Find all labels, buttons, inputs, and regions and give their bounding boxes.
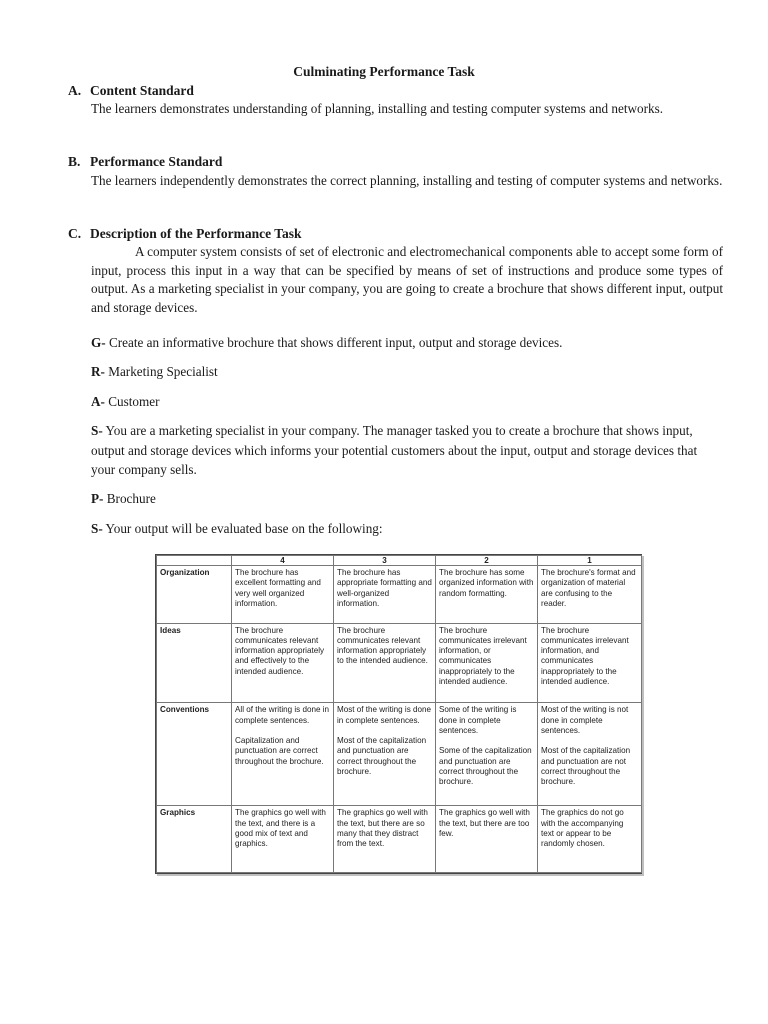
section-a-heading [68, 83, 194, 99]
rubric-row-organization [157, 566, 642, 624]
grasps-text: Brochure [103, 491, 156, 506]
rubric-criterion: Ideas [157, 623, 232, 703]
rubric-cell [232, 703, 334, 806]
rubric-cell [232, 806, 334, 873]
grasps-key: S- [91, 423, 103, 438]
rubric-cell [436, 806, 538, 873]
rubric-criterion: Conventions [157, 703, 232, 806]
rubric-cell [538, 703, 642, 806]
rubric-table-frame [155, 554, 642, 874]
rubric-cell-text: Most of the capitalization and punctuation are correct throughout the brochure. [337, 735, 427, 776]
rubric-cell-text: The brochure communicates relevant information appropriately to the intended audience. [337, 625, 428, 666]
rubric-cell-text: Some of the writing is done in complete sentences. [439, 705, 517, 735]
rubric-header-row [157, 556, 642, 566]
section-a-title: Content Standard [90, 83, 194, 98]
rubric-cell-text: The brochure communicates irrelevant information, or communicates inappropriately to the intended audience. [439, 625, 527, 687]
rubric-cell [232, 566, 334, 624]
rubric-header-cell: 1 [538, 556, 642, 566]
grasps-text: Your output will be evaluated base on the following: [102, 521, 383, 536]
rubric-cell [436, 566, 538, 624]
rubric-row-ideas [157, 623, 642, 703]
rubric-header-cell: 3 [334, 556, 436, 566]
rubric-row-conventions [157, 703, 642, 806]
rubric-cell [436, 703, 538, 806]
section-a-text: The learners demonstrates understanding of planning, installing and testing computer systems and networks. [91, 101, 664, 116]
section-b-title: Performance Standard [90, 154, 223, 169]
rubric-header-cell: 2 [436, 556, 538, 566]
rubric-cell [334, 703, 436, 806]
rubric-cell [334, 566, 436, 624]
grasps-situation [91, 421, 723, 480]
section-a-letter: A. [68, 83, 82, 98]
rubric-row-graphics [157, 806, 642, 873]
rubric-cell-text: Most of the writing is not done in complete sentences. [541, 705, 629, 735]
rubric-cell-text: Some of the capitalization and punctuation are correct throughout the brochure. [439, 746, 532, 787]
document-title: Culminating Performance Task [293, 64, 475, 79]
grasps-key: A- [91, 394, 105, 409]
rubric-criterion: Graphics [157, 806, 232, 873]
section-c-heading [68, 226, 301, 242]
rubric-cell-text: The brochure's format and organization of material are confusing to the reader. [541, 568, 636, 608]
section-c-letter: C. [68, 226, 82, 241]
section-c-body: A computer system consists of set of electronic and electromechanical components able to accept some form of input, process this input in a way that can be specified by means of set of instructions and produce some types of output. As a marketing specialist in your company, you are going to create a brochure that shows different input, output and storage devices. [91, 244, 723, 315]
grasps-audience [91, 392, 723, 412]
rubric-cell-text: The graphics go well with the text, but there are so many that they distract from the text. [337, 808, 428, 849]
rubric-cell [232, 623, 334, 703]
grasps-key: G- [91, 335, 106, 350]
rubric-cell-text: Capitalization and punctuation are correct throughout the brochure. [235, 735, 324, 766]
rubric-cell-text: The brochure communicates irrelevant information, and communicates inappropriately to the intended audience. [541, 625, 629, 687]
rubric-cell-text: The graphics go well with the text, and there is a good mix of text and graphics. [235, 808, 326, 849]
rubric-cell [436, 623, 538, 703]
grasps-text: Customer [104, 394, 160, 409]
rubric-cell-text: Most of the writing is done in complete sentences. [337, 705, 432, 725]
section-b-letter: B. [68, 154, 81, 169]
rubric-table [156, 555, 642, 873]
rubric-header-cell: 4 [232, 556, 334, 566]
grasps-text: Create an informative brochure that shows different input, output and storage devices. [105, 335, 563, 350]
rubric-cell [334, 623, 436, 703]
grasps-role [91, 362, 723, 382]
grasps-key: R- [91, 364, 105, 379]
rubric-cell [538, 806, 642, 873]
rubric-header-cell [157, 556, 232, 566]
grasps-text: You are a marketing specialist in your company. The manager tasked you to create a brochure that shows input, output and storage devices which informs your potential customers about the input, output and storage devices that your company sells. [91, 423, 698, 477]
rubric-cell-text: The graphics do not go with the accompanying text or appear to be randomly chosen. [541, 808, 624, 849]
grasps-product [91, 489, 723, 509]
grasps-key: P- [91, 491, 104, 506]
section-b-text: The learners independently demonstrates the correct planning, installing and testing of computer systems and networks. [91, 173, 723, 188]
rubric-criterion: Organization [157, 566, 232, 624]
rubric-cell-text: The brochure has appropriate formatting and well-organized information. [337, 568, 432, 608]
grasps-standards [91, 519, 723, 539]
rubric-cell-text: All of the writing is done in complete sentences. [235, 705, 330, 725]
section-c-text [91, 243, 723, 317]
grasps-text: Marketing Specialist [104, 364, 218, 379]
rubric-cell-text: The brochure has excellent formatting and very well organized information. [235, 568, 321, 608]
rubric-cell [334, 806, 436, 873]
grasps-goal [91, 333, 723, 353]
rubric-cell [538, 623, 642, 703]
rubric-cell-text: The brochure communicates relevant information appropriately and effectively to the intended audience. [235, 625, 325, 676]
section-c-title: Description of the Performance Task [90, 226, 302, 241]
rubric-cell-text: Most of the capitalization and punctuation are not correct throughout the brochure. [541, 746, 631, 787]
rubric-cell-text: The graphics go well with the text, but there are too few. [439, 808, 530, 838]
rubric-cell [538, 566, 642, 624]
section-b-heading [68, 154, 222, 170]
grasps-key: S- [91, 521, 103, 536]
rubric-cell-text: The brochure has some organized information with random formatting. [439, 568, 534, 598]
